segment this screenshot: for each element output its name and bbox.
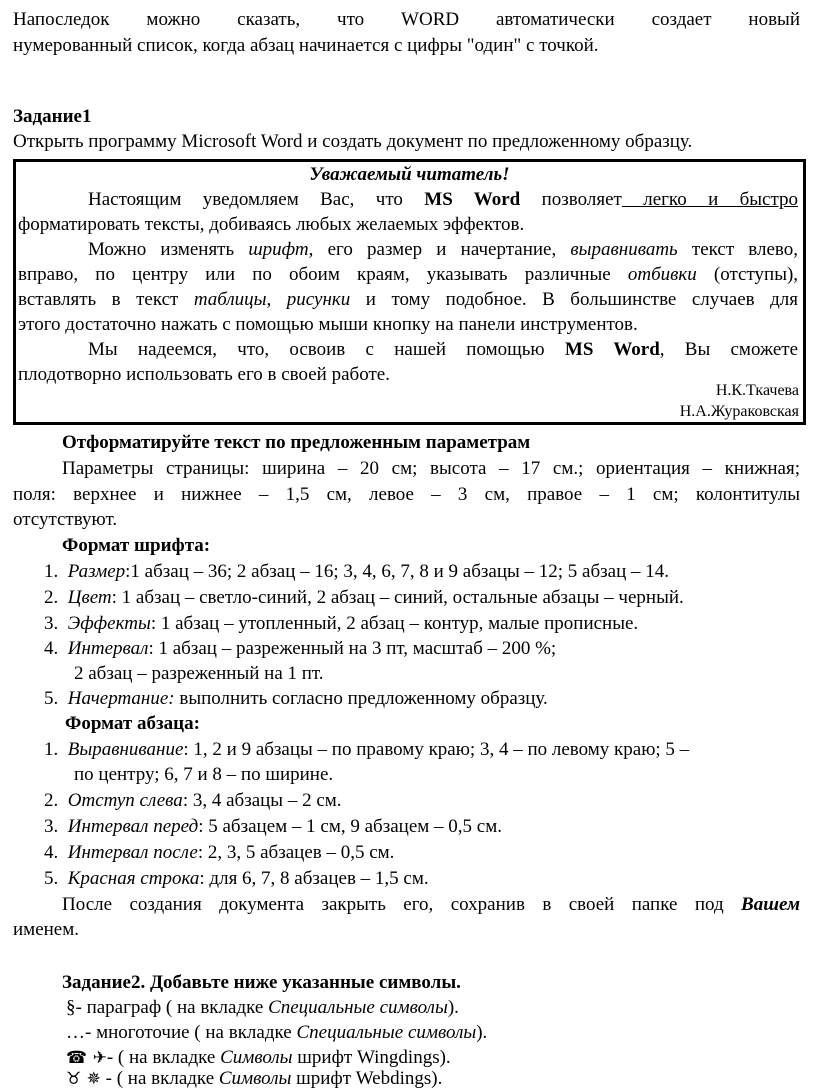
para-item-1-continuation: по центру; 6, 7 и 8 – по ширине. — [74, 764, 334, 785]
symbol-glyph-paragraph: § — [66, 997, 76, 1018]
symbol-item-3: ☎ ✈- ( на вкладке Символы шрифт Wingdings). — [66, 1047, 451, 1068]
font-format-heading: Формат шрифта: — [62, 535, 211, 556]
letter-p3-line1: Мы надеемся, что, освоив с нашей помощью MS Word, Вы сможете — [88, 339, 799, 360]
page-params-line-2: поля: верхнее и нижнее – 1,5 см, левое – 3 см, правое – 1 см; колонтитулы — [13, 484, 800, 505]
para-item-3: 3. Интервал перед: 5 абзацем – 1 см, 9 абзацем – 0,5 см. — [44, 816, 502, 837]
font-item-5: 5. Начертание: выполнить согласно предложенному образцу. — [44, 688, 548, 709]
task1-heading: Задание1 — [13, 106, 92, 127]
paragraph-format-heading: Формат абзаца: — [65, 713, 200, 734]
symbol-item-4: ♉ ✵ - ( на вкладке Символы шрифт Webdings). — [66, 1068, 443, 1089]
font-item-4: 4. Интервал: 1 абзац – разреженный на 3 пт, масштаб – 200 %; — [44, 638, 557, 659]
page-params-line-3: отсутствуют. — [13, 509, 118, 530]
symbol-item-2: …- многоточие ( на вкладке Специальные символы). — [66, 1022, 488, 1043]
font-item-2: 2. Цвет: 1 абзац – светло-синий, 2 абзац – синий, остальные абзацы – черный. — [44, 587, 684, 608]
para-item-5: 5. Красная строка: для 6, 7, 8 абзацев – 1,5 см. — [44, 868, 429, 889]
font-item-1: 1. Размер:1 абзац – 36; 2 абзац – 16; 3, 4, 6, 7, 8 и 9 абзацы – 12; 5 абзац – 14. — [44, 561, 670, 582]
symbol-glyph-ellipsis: … — [66, 1022, 85, 1043]
letter-p2-line3: вставлять в текст таблицы, рисунки и тому подобное. В большинстве случаев для — [18, 289, 799, 310]
task2-heading: Задание2. Добавьте ниже указанные символы. — [62, 972, 461, 993]
letter-p2-line4: этого достаточно нажать с помощью мыши кнопку на панели инструментов. — [18, 314, 638, 335]
letter-p3-line2: плодотворно использовать его в своей работе. — [18, 364, 390, 385]
letter-salutation: Уважаемый читатель! — [309, 164, 510, 185]
format-heading: Отформатируйте текст по предложенным параметрам — [62, 432, 531, 453]
closing-line-2: именем. — [13, 919, 79, 940]
intro-line-1: Напоследок можно сказать, что WORD автоматически создает новый — [13, 9, 800, 30]
task1-instruction: Открыть программу Microsoft Word и создать документ по предложенному образцу. — [13, 131, 693, 152]
para-item-1: 1. Выравнивание: 1, 2 и 9 абзацы – по правому краю; 3, 4 – по левому краю; 5 – — [44, 739, 690, 760]
intro-line-2: нумерованный список, когда абзац начинается с цифры "один" с точкой. — [13, 35, 599, 56]
letter-p1-line1: Настоящим уведомляем Вас, что MS Word позволяет легко и быстро — [88, 189, 799, 210]
para-item-2: 2. Отступ слева: 3, 4 абзацы – 2 см. — [44, 790, 342, 811]
symbol-item-1: §- параграф ( на вкладке Специальные символы). — [66, 997, 459, 1018]
phone-airplane-icon: ☎ ✈ — [66, 1048, 107, 1068]
letter-p1-line2: форматировать тексты, добиваясь любых желаемых эффектов. — [18, 214, 525, 235]
webdings-symbols-icon: ♉ ✵ — [66, 1069, 101, 1089]
page-params-line-1: Параметры страницы: ширина – 20 см; высота – 17 см.; ориентация – книжная; — [62, 458, 800, 479]
closing-line-1: После создания документа закрыть его, сохранив в своей папке под Вашем — [62, 894, 800, 915]
para-item-4: 4. Интервал после: 2, 3, 5 абзацев – 0,5 см. — [44, 842, 395, 863]
font-item-3: 3. Эффекты: 1 абзац – утопленный, 2 абзац – контур, малые прописные. — [44, 613, 639, 634]
letter-signature-1: Н.К.Ткачева — [715, 382, 799, 399]
letter-signature-2: Н.А.Жураковская — [679, 403, 799, 420]
letter-p2-line2: вправо, по центру или по обоим краям, указывать различные отбивки (отступы), — [18, 264, 799, 285]
letter-p2-line1: Можно изменять шрифт, его размер и начертание, выравнивать текст влево, — [88, 239, 799, 260]
font-item-4-continuation: 2 абзац – разреженный на 1 пт. — [74, 663, 324, 684]
